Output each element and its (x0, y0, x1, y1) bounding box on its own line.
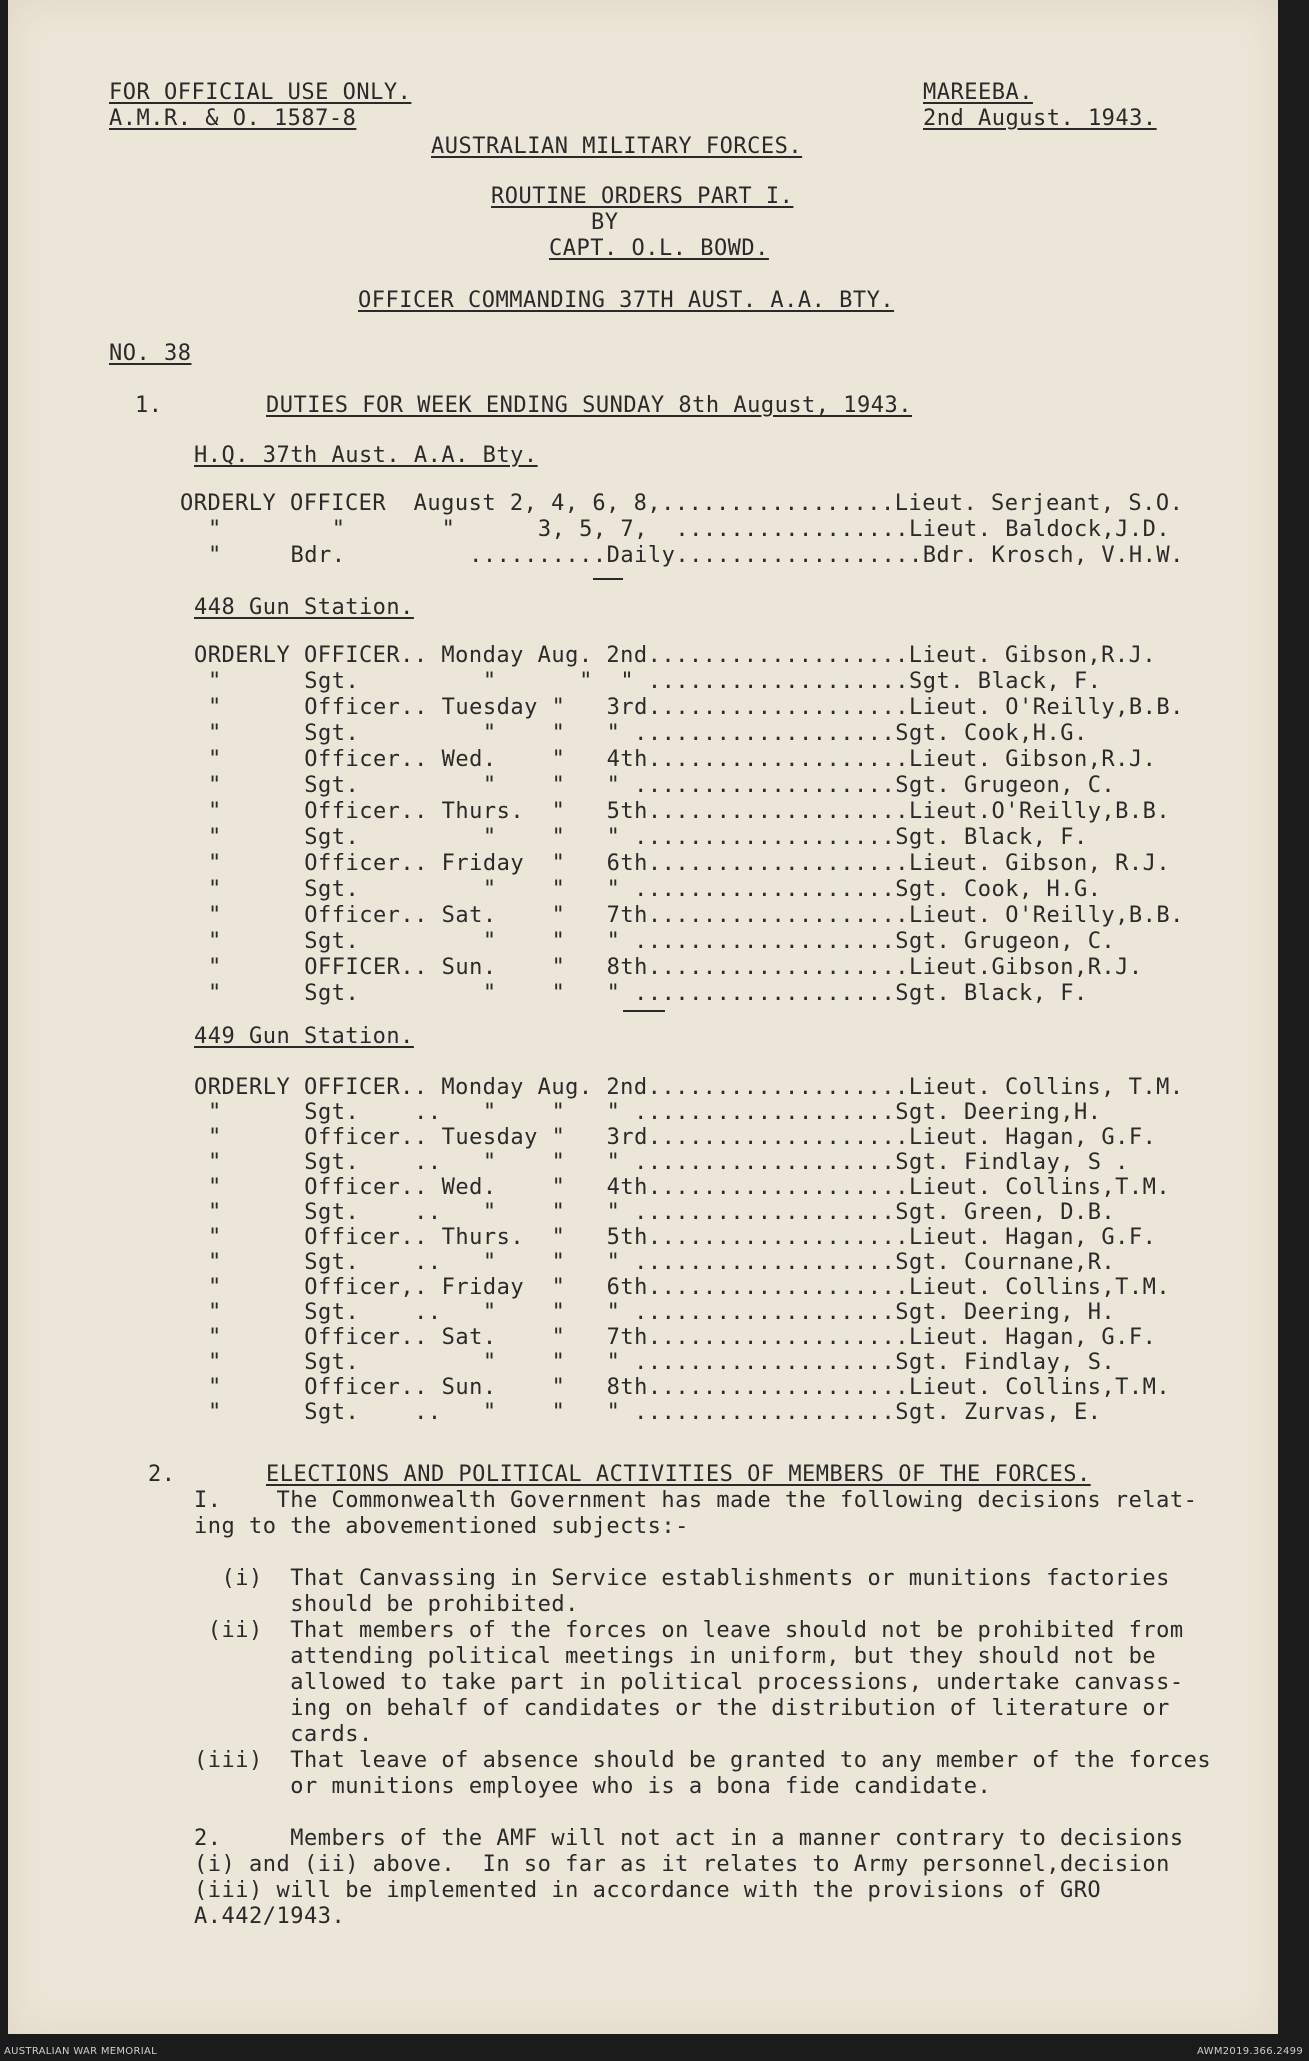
hq-heading: H.Q. 37th Aust. A.A. Bty. (194, 443, 538, 468)
duty-row: " Sgt. " " " ...................Sgt. Black, F. (208, 825, 1088, 850)
paragraph-line: attending political meetings in uniform, but they should not be (194, 1644, 1157, 1669)
duty-row: " Officer.. Tuesday " 3rd...................Lieut. O'Reilly,B.B. (208, 695, 1184, 720)
paragraph-line: allowed to take part in political processions, undertake canvass- (194, 1670, 1184, 1695)
duty-row: " Sgt. .. " " " ...................Sgt. Deering,H. (208, 1100, 1102, 1125)
paragraph-line: A.442/1943. (194, 1904, 346, 1929)
duty-row: " OFFICER.. Sun. " 8th...................Lieut.Gibson,R.J. (208, 955, 1143, 980)
section-number: 1. (135, 393, 163, 418)
duty-row: " Officer.. Friday " 6th...................Lieut. Gibson, R.J. (208, 851, 1171, 876)
duty-row: " Officer.. Tuesday " 3rd...................Lieut. Hagan, G.F. (208, 1125, 1157, 1150)
duty-row: ORDERLY OFFICER August 2, 4, 6, 8,.................Lieut. Serjeant, S.O. (180, 491, 1184, 516)
gs449-heading: 449 Gun Station. (194, 1024, 414, 1049)
duty-row: " Sgt. " " " ...................Sgt. Cook,H.G. (208, 721, 1088, 746)
duty-row: " Officer.. Wed. " 4th...................Lieut. Collins,T.M. (208, 1175, 1171, 1200)
divider (593, 578, 623, 580)
classification-label: FOR OFFICIAL USE ONLY. (109, 80, 412, 105)
duty-row: " Sgt. " " " ...................Sgt. Grugeon, C. (208, 773, 1116, 798)
duty-row: ORDERLY OFFICER.. Monday Aug. 2nd...................Lieut. Collins, T.M. (194, 1075, 1184, 1100)
duty-row: " Sgt. " " " ...................Sgt. Black, F. (208, 669, 1102, 694)
duty-row: " Officer.. Sat. " 7th...................Lieut. Hagan, G.F. (208, 1325, 1157, 1350)
gs448-heading: 448 Gun Station. (194, 595, 414, 620)
duty-row: " Sgt. .. " " " ...................Sgt. Findlay, S . (208, 1150, 1129, 1175)
order-number: NO. 38 (109, 341, 192, 366)
paragraph-line: should be prohibited. (194, 1592, 579, 1617)
duty-row: ORDERLY OFFICER.. Monday Aug. 2nd...................Lieut. Gibson,R.J. (194, 643, 1157, 668)
commander-title: OFFICER COMMANDING 37TH AUST. A.A. BTY. (358, 288, 895, 313)
paragraph-line: (i) That Canvassing in Service establishments or munitions factories (194, 1566, 1170, 1591)
document-page (8, 0, 1278, 2034)
paragraph-line: (i) and (ii) above. In so far as it relates to Army personnel,decision (194, 1852, 1170, 1877)
location: MAREEBA. (923, 80, 1033, 105)
duty-row: " Officer.. Sat. " 7th...................Lieut. O'Reilly,B.B. (208, 903, 1184, 928)
divider (623, 1010, 665, 1012)
duty-row: " Sgt. .. " " " ...................Sgt. Zurvas, E. (208, 1400, 1102, 1425)
paragraph-line: cards. (194, 1722, 373, 1747)
paragraph-line: (ii) That members of the forces on leave should not be prohibited from (194, 1618, 1184, 1643)
date: 2nd August. 1943. (923, 106, 1157, 131)
duty-row: " Officer.. Thurs. " 5th...................Lieut.O'Reilly,B.B. (208, 799, 1171, 824)
reference-number: A.M.R. & O. 1587-8 (109, 106, 357, 131)
paragraph-line: (iii) will be implemented in accordance with the provisions of GRO (194, 1878, 1102, 1903)
paragraph-line: I. The Commonwealth Government has made the following decisions relat- (194, 1488, 1198, 1513)
duty-row: " Officer.. Sun. " 8th...................Lieut. Collins,T.M. (208, 1375, 1171, 1400)
org-title: AUSTRALIAN MILITARY FORCES. (431, 134, 803, 159)
duty-row: " Sgt. " " " ...................Sgt. Cook, H.G. (208, 877, 1102, 902)
duty-row: " Sgt. .. " " " ...................Sgt. Green, D.B. (208, 1200, 1116, 1225)
duty-row: " Officer.. Wed. " 4th...................Lieut. Gibson,R.J. (208, 747, 1157, 772)
paragraph-line: ing to the abovementioned subjects:- (194, 1514, 689, 1539)
duty-row: " Officer.. Thurs. " 5th...................Lieut. Hagan, G.F. (208, 1225, 1157, 1250)
duty-row: " Sgt. .. " " " ...................Sgt. Cournane,R. (208, 1250, 1116, 1275)
duty-row: " Sgt. " " " ...................Sgt. Grugeon, C. (208, 929, 1116, 954)
duty-row: " Officer,. Friday " 6th...................Lieut. Collins,T.M. (208, 1275, 1171, 1300)
paragraph-line: (iii) That leave of absence should be granted to any member of the forces (194, 1748, 1212, 1773)
duty-row: " Sgt. .. " " " ...................Sgt. Deering, H. (208, 1300, 1116, 1325)
orders-title: ROUTINE ORDERS PART I. (491, 184, 794, 209)
footer-right: AWM2019.366.2499 (1197, 2046, 1303, 2057)
section-number: 2. (148, 1462, 176, 1487)
paragraph-line: 2. Members of the AMF will not act in a manner contrary to decisions (194, 1826, 1184, 1851)
paragraph-line: ing on behalf of candidates or the distribution of literature or (194, 1696, 1170, 1721)
duty-row: " Sgt. " " " ...................Sgt. Black, F. (208, 981, 1088, 1006)
by-label: BY (591, 210, 619, 235)
section-title: DUTIES FOR WEEK ENDING SUNDAY 8th August, 1943. (266, 393, 913, 418)
paragraph-line: or munitions employee who is a bona fide candidate. (194, 1774, 992, 1799)
footer-left: AUSTRALIAN WAR MEMORIAL (4, 2046, 157, 2057)
section-title: ELECTIONS AND POLITICAL ACTIVITIES OF MEMBERS OF THE FORCES. (266, 1462, 1091, 1487)
duty-row: " Bdr. ..........Daily..................Bdr. Krosch, V.H.W. (208, 543, 1184, 568)
commander-name: CAPT. O.L. BOWD. (549, 236, 769, 261)
duty-row: " Sgt. " " " ...................Sgt. Findlay, S. (208, 1350, 1116, 1375)
duty-row: " " " 3, 5, 7, .................Lieut. Baldock,J.D. (208, 517, 1171, 542)
